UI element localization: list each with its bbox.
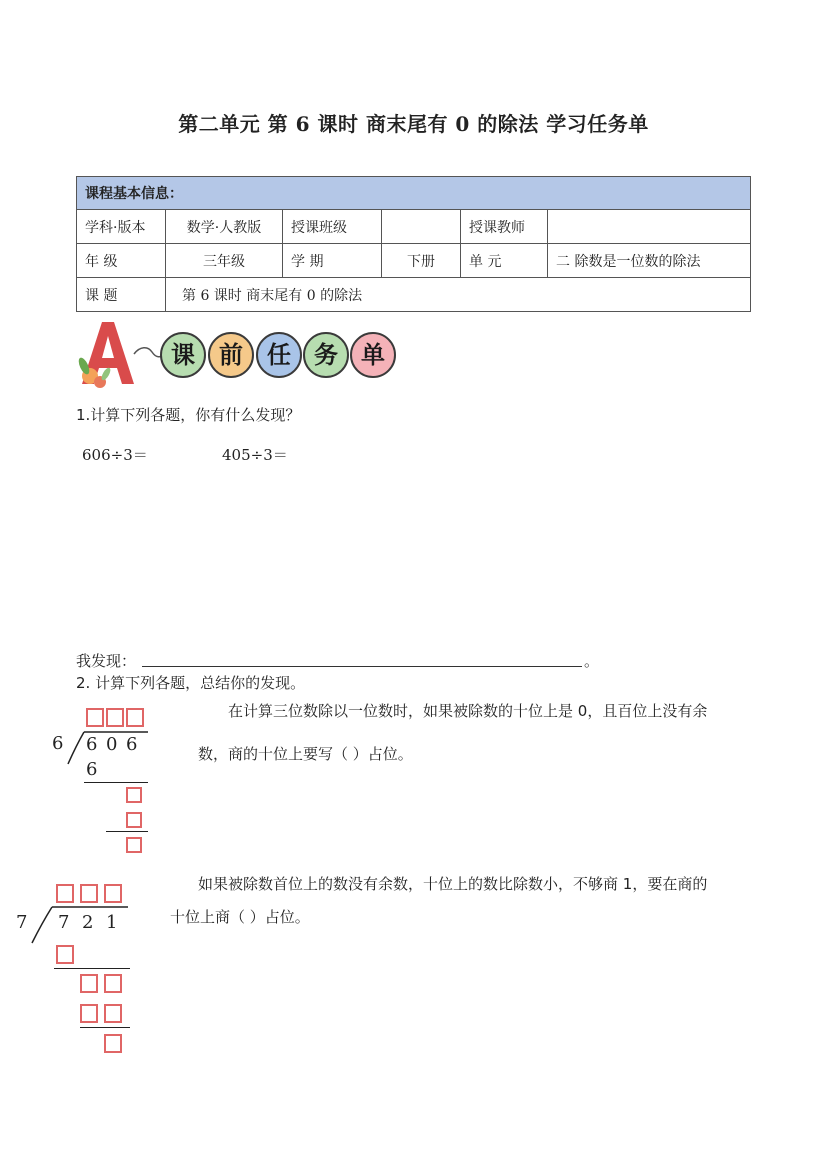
course-info-header: 课程基本信息： (77, 177, 751, 210)
dividend-digit: 6 (86, 734, 98, 755)
answer-box[interactable] (86, 708, 104, 727)
banner-char-5: 单 (350, 332, 396, 378)
table-cell: 学 期 (283, 244, 382, 278)
answer-box[interactable] (126, 837, 142, 853)
answer-box[interactable] (80, 884, 98, 903)
answer-box[interactable] (126, 812, 142, 828)
division-line (54, 968, 130, 969)
table-row (77, 210, 751, 244)
finding-answer-line[interactable] (142, 666, 582, 667)
divisor: 7 (16, 912, 28, 933)
course-info-table (76, 176, 751, 312)
letter-a-logo-icon (76, 318, 166, 390)
question-1-prompt: 1.计算下列各题，你有什么发现？ (76, 406, 301, 424)
banner-char-2: 前 (208, 332, 254, 378)
table-cell: 二 除数是一位数的除法 (548, 244, 751, 278)
answer-box[interactable] (104, 1004, 122, 1023)
answer-box[interactable] (104, 1034, 122, 1053)
table-cell: 学科·版本 (77, 210, 166, 244)
dividend-digit: 6 (126, 734, 138, 755)
division-line (84, 782, 148, 783)
dividend-digit: 2 (82, 912, 94, 933)
partial-product: 6 (86, 759, 98, 780)
table-row (77, 278, 751, 312)
table-cell: 单 元 (461, 244, 548, 278)
finding-end: 。 (584, 652, 600, 670)
table-row (77, 244, 751, 278)
dividend-digit: 0 (106, 734, 118, 755)
dividend-digit: 1 (106, 912, 118, 933)
dividend-digit: 7 (58, 912, 70, 933)
table-cell: 三年级 (166, 244, 283, 278)
answer-box[interactable] (126, 787, 142, 803)
table-cell: 课 题 (77, 278, 166, 312)
table-cell: 授课教师 (461, 210, 548, 244)
rule-1-line-1: 在计算三位数除以一位数时，如果被除数的十位上是 0，且百位上没有余 (228, 702, 708, 720)
table-cell: 第 6 课时 商末尾有 0 的除法 (166, 278, 751, 312)
rule-2-line-1: 如果被除数首位上的数没有余数，十位上的数比除数小，不够商 1，要在商的 (198, 875, 708, 893)
answer-box[interactable] (104, 974, 122, 993)
division-bracket (24, 903, 134, 947)
table-cell (548, 210, 751, 244)
table-cell: 授课班级 (283, 210, 382, 244)
banner-char-3: 任 (256, 332, 302, 378)
table-cell: 数学·人教版 (166, 210, 283, 244)
answer-box[interactable] (80, 1004, 98, 1023)
table-cell: 下册 (382, 244, 461, 278)
division-line (106, 831, 148, 832)
answer-box[interactable] (106, 708, 124, 727)
finding-label: 我发现： (76, 652, 137, 670)
expression-2: 405÷3＝ (222, 446, 288, 464)
question-2-prompt: 2. 计算下列各题，总结你的发现。 (76, 674, 306, 692)
answer-box[interactable] (56, 945, 74, 964)
answer-box[interactable] (104, 884, 122, 903)
answer-box[interactable] (56, 884, 74, 903)
rule-1-line-2: 数，商的十位上要写（ ）占位。 (198, 745, 413, 763)
division-line (80, 1027, 130, 1028)
banner-char-1: 课 (160, 332, 206, 378)
rule-2-line-2: 十位上商（ ）占位。 (170, 908, 310, 926)
banner-char-4: 务 (303, 332, 349, 378)
divisor: 6 (52, 733, 64, 754)
answer-box[interactable] (126, 708, 144, 727)
answer-box[interactable] (80, 974, 98, 993)
expression-1: 606÷3＝ (82, 446, 148, 464)
table-cell (382, 210, 461, 244)
page-title: 第二单元 第 6 课时 商末尾有 0 的除法 学习任务单 (178, 112, 649, 136)
table-cell: 年 级 (77, 244, 166, 278)
